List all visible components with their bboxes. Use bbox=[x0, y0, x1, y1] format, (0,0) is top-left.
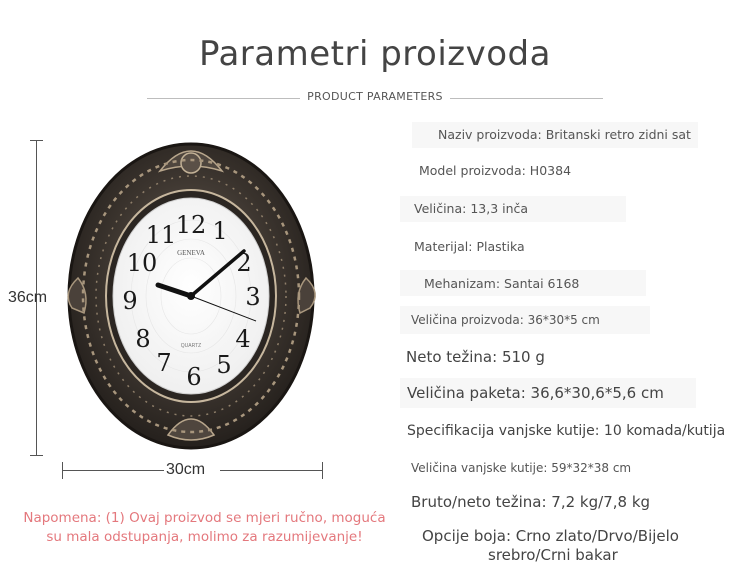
numeral-2: 2 bbox=[236, 249, 252, 277]
param-outer-box-spec: Specifikacija vanjske kutije: 10 komada/kutija bbox=[407, 423, 726, 439]
measurement-note bbox=[12, 509, 397, 547]
note-line-1: Napomena: (1) Ovaj proizvod se mjeri ručno, moguća bbox=[23, 510, 386, 526]
numeral-6: 6 bbox=[186, 363, 202, 391]
height-dimension-tick-top bbox=[30, 140, 43, 141]
param-outer-box-size: Veličina vanjske kutije: 59*32*38 cm bbox=[411, 461, 632, 475]
param-product-size: Veličina proizvoda: 36*30*5 cm bbox=[411, 313, 600, 327]
note-line-2: su mala odstupanja, molimo za razumijevanje! bbox=[46, 529, 363, 545]
divider-right bbox=[450, 98, 603, 99]
height-dimension-tick-bottom bbox=[30, 455, 43, 456]
numeral-3: 3 bbox=[245, 283, 261, 311]
param-net-weight: Neto težina: 510 g bbox=[406, 348, 545, 366]
width-dimension-tick-left bbox=[62, 462, 63, 479]
subtitle-row bbox=[147, 90, 603, 106]
param-model: Model proizvoda: H0384 bbox=[419, 163, 572, 178]
numeral-5: 5 bbox=[216, 351, 232, 379]
numeral-10: 10 bbox=[126, 249, 158, 277]
param-size: Veličina: 13,3 inča bbox=[414, 201, 529, 216]
clock-image bbox=[60, 133, 330, 455]
param-package-size: Veličina paketa: 36,6*30,6*5,6 cm bbox=[407, 384, 664, 402]
param-gross-net-weight: Bruto/neto težina: 7,2 kg/7,8 kg bbox=[411, 493, 651, 511]
width-dimension-tick-right bbox=[322, 462, 323, 479]
hand-pivot bbox=[187, 292, 195, 300]
numeral-7: 7 bbox=[156, 349, 172, 377]
param-material: Materijal: Plastika bbox=[414, 239, 525, 254]
numeral-9: 9 bbox=[122, 287, 138, 315]
numeral-8: 8 bbox=[135, 325, 151, 353]
page-title: Parametri proizvoda bbox=[199, 34, 551, 74]
param-movement: Mehanizam: Santai 6168 bbox=[424, 276, 580, 291]
numeral-11: 11 bbox=[145, 221, 177, 249]
frame-crest-rosette bbox=[181, 153, 201, 173]
numeral-1: 1 bbox=[212, 217, 228, 245]
dial-quartz-mark: QUARTZ bbox=[180, 343, 202, 349]
param-color-options-cont: srebro/Crni bakar bbox=[488, 546, 618, 564]
page-subtitle: PRODUCT PARAMETERS bbox=[307, 90, 443, 103]
divider-left bbox=[147, 98, 300, 99]
numeral-12: 12 bbox=[175, 211, 207, 239]
width-dimension-label: 30cm bbox=[166, 461, 206, 478]
dial-brand: GENEVA bbox=[177, 249, 205, 257]
param-color-options: Opcije boja: Crno zlato/Drvo/Bijelo bbox=[422, 527, 679, 545]
param-product-name: Naziv proizvoda: Britanski retro zidni sat bbox=[438, 127, 691, 142]
height-dimension-label: 36cm bbox=[8, 289, 48, 306]
numeral-4: 4 bbox=[235, 325, 251, 353]
